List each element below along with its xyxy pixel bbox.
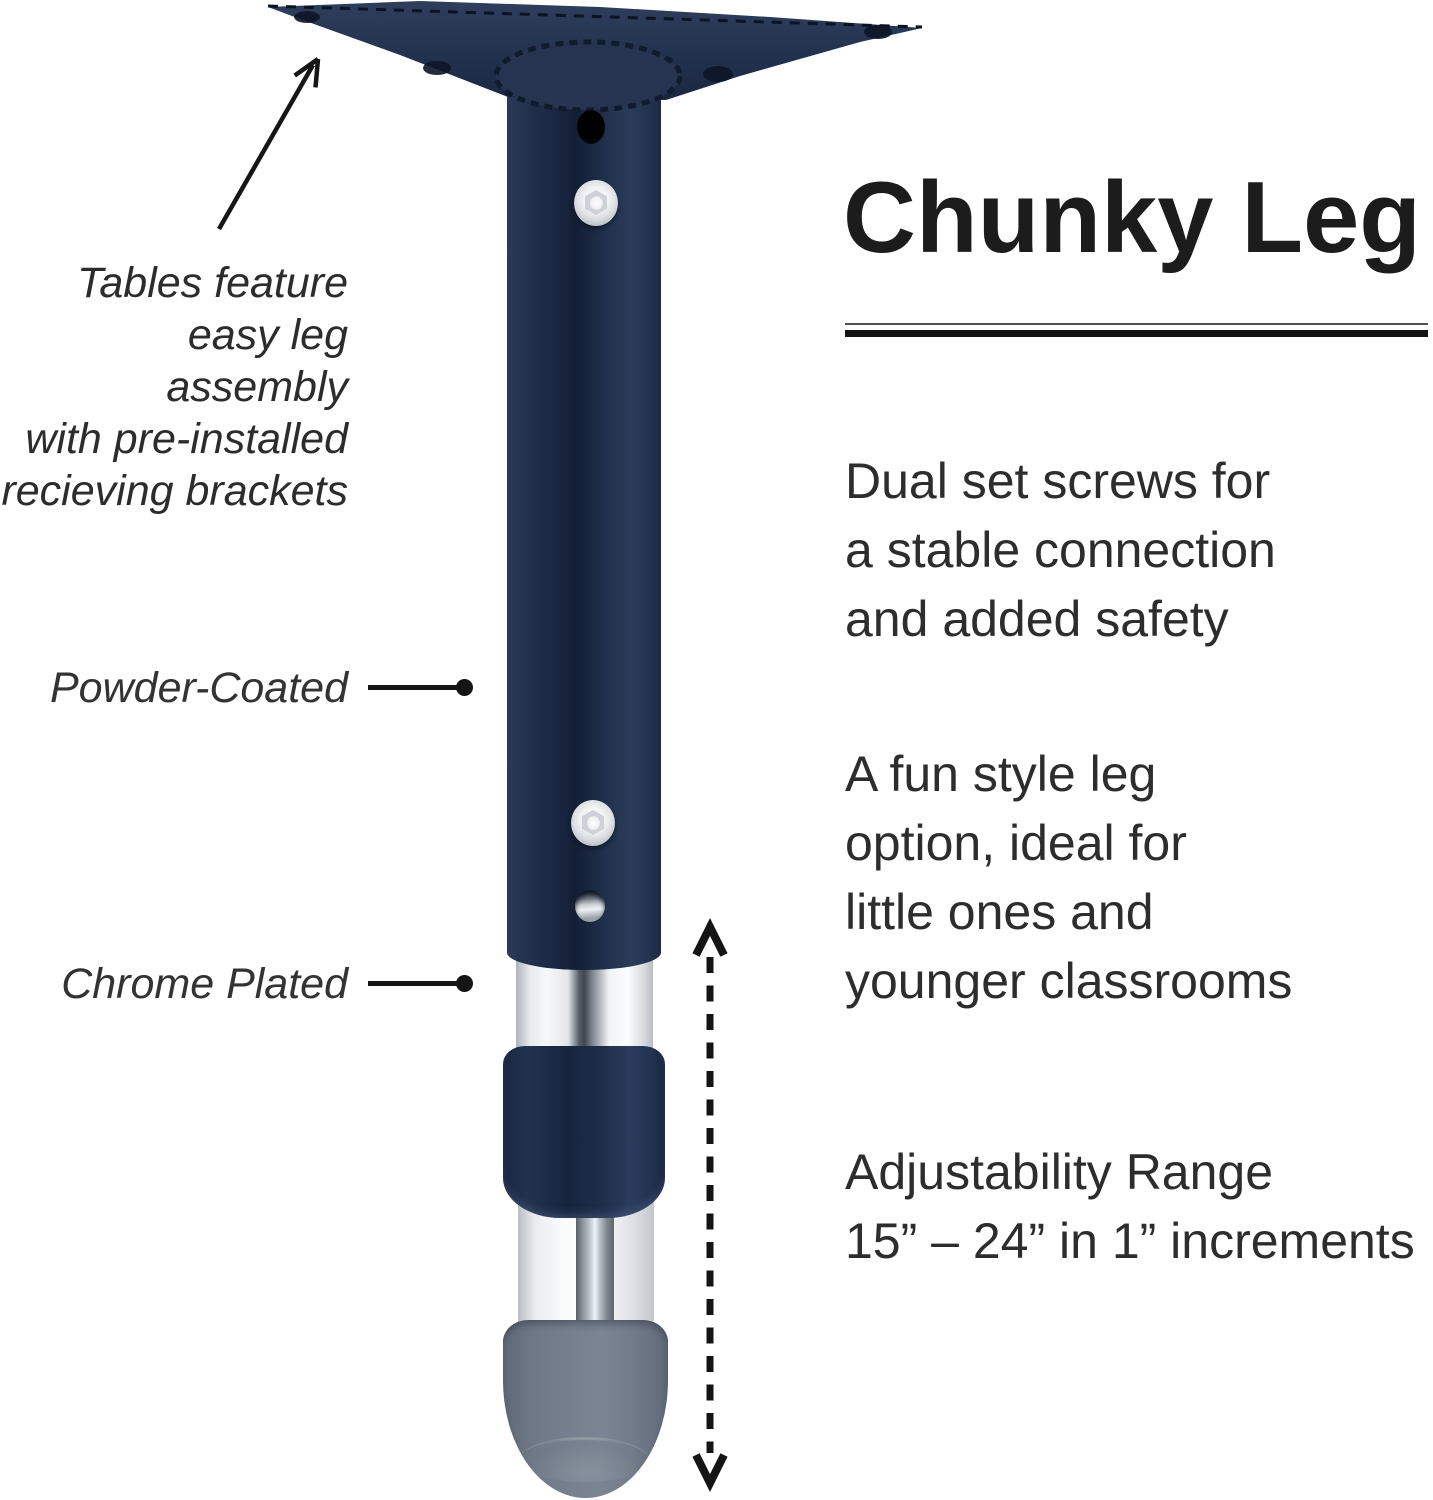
plate-screw-hole [864,25,892,39]
feature-line: option, ideal for [845,815,1187,871]
set-screw-top [574,180,618,226]
assembly-callout [0,257,348,517]
feature-line: little ones and [845,884,1154,940]
chrome-plated-label: Chrome Plated [61,960,348,1008]
feature-line: younger classrooms [845,953,1293,1009]
feature-line: Adjustability Range [845,1144,1274,1200]
feature-adjustability [845,1138,1433,1276]
feature-set-screws [845,447,1433,654]
callout-line: Tables feature [77,259,348,307]
callout-line: recieving brackets [1,467,348,515]
plate-screw-hole [703,66,733,82]
callout-line: with pre-installed [25,415,348,463]
adjustability-range-arrow [670,915,750,1495]
title-rule-thick [845,330,1428,337]
callout-arrow-icon [0,0,400,260]
set-screw-bottom [571,800,615,846]
feature-line: A fun style leg [845,746,1157,802]
foot-cap [503,1320,668,1498]
feature-line: 15” – 24” in 1” increments [845,1213,1415,1269]
weld-ring [496,42,680,110]
adjustment-hole [577,110,605,144]
callout-line: easy leg assembly [166,311,348,411]
feature-fun-style [845,740,1433,1016]
plate-screw-hole [423,61,451,75]
chrome-plated-leader-line [368,981,458,986]
chrome-plated-leader-dot [456,975,473,992]
adjustment-hole-chrome [575,890,605,922]
powder-coated-label: Powder-Coated [50,664,348,712]
feature-line: Dual set screws for [845,453,1271,509]
title-rule-thin [845,323,1428,325]
leg-bushing [503,1046,665,1218]
feature-line: a stable connection [845,522,1276,578]
powder-coated-leader-dot [456,679,473,696]
powder-coated-leader-line [368,685,458,690]
feature-line: and added safety [845,591,1229,647]
page-title: Chunky Leg [843,162,1421,274]
